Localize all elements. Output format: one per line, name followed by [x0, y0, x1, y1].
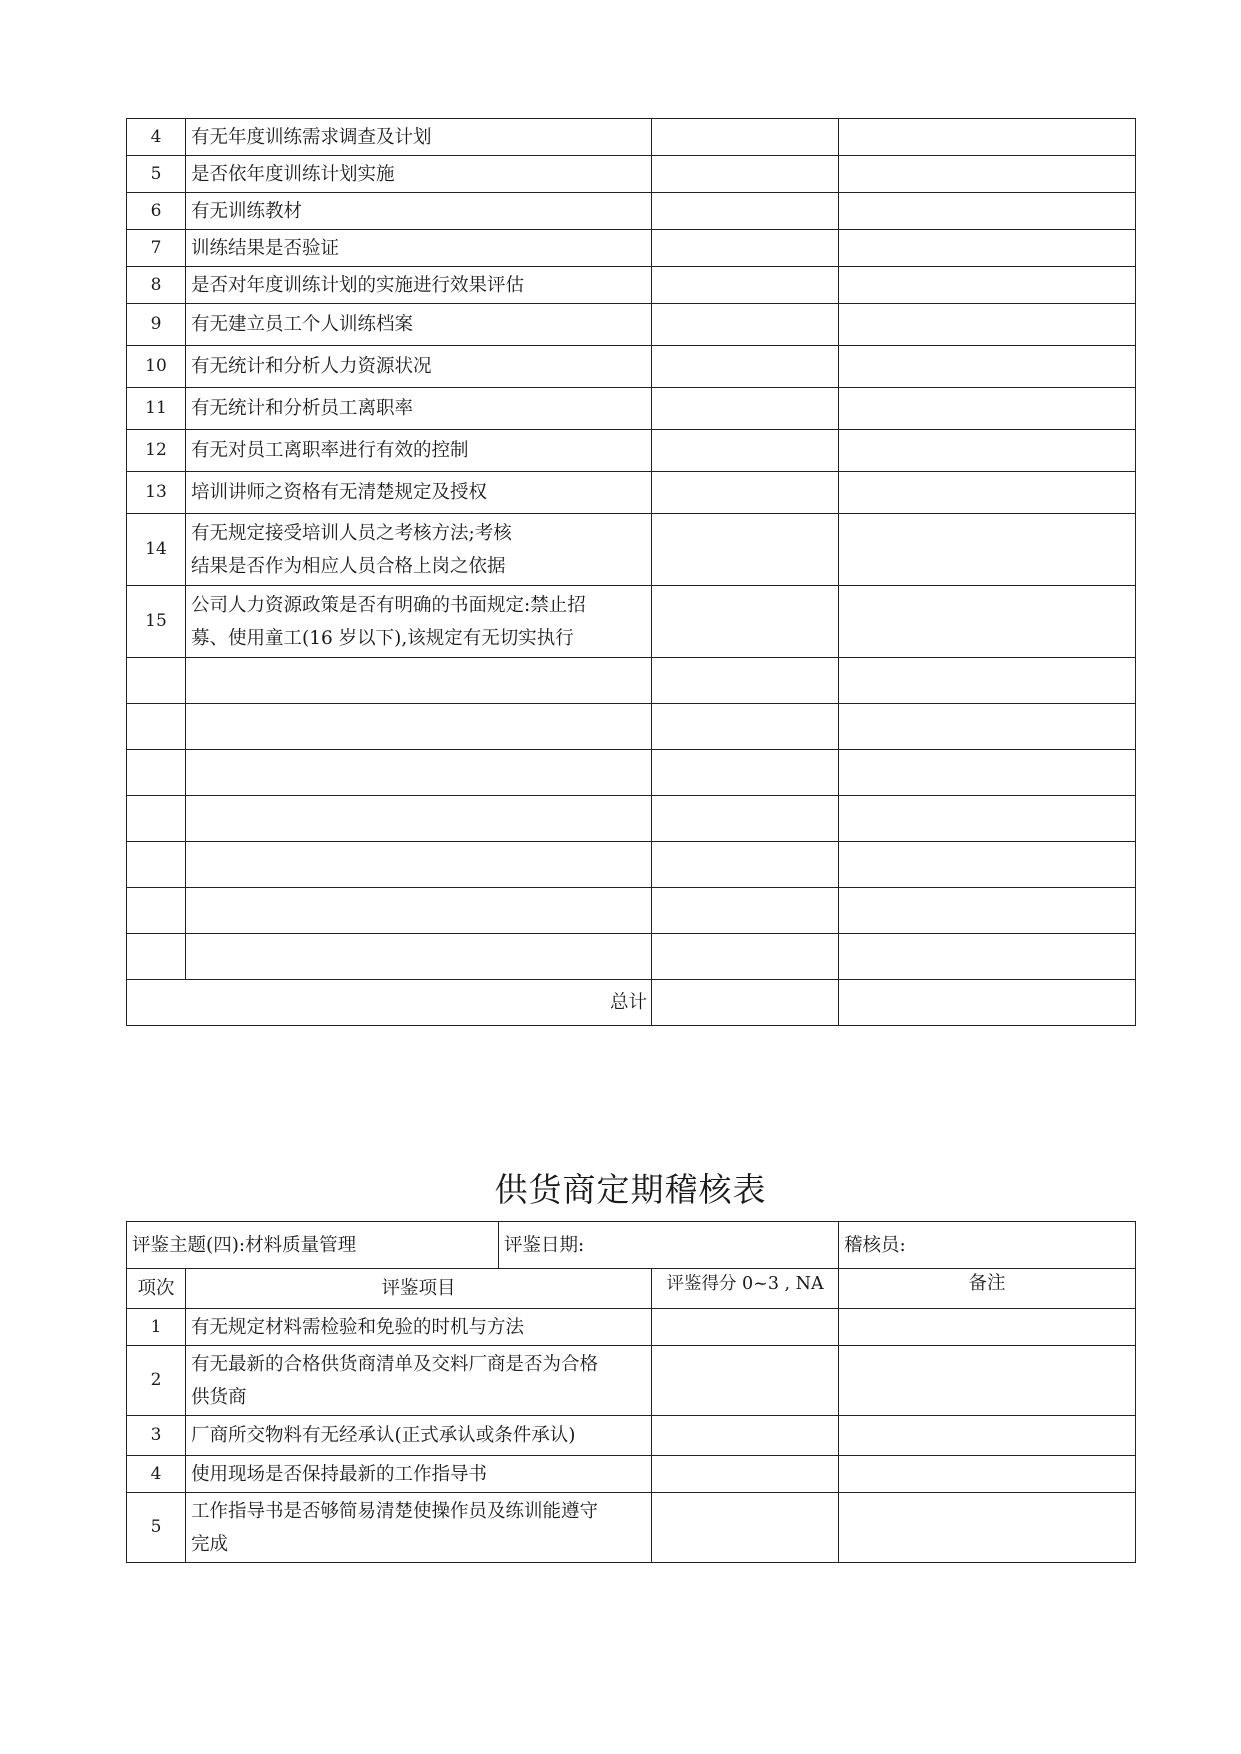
remark-cell[interactable]	[839, 934, 1136, 980]
table-row	[127, 193, 1136, 230]
item-text[interactable]	[186, 704, 652, 750]
table-row	[127, 514, 1136, 586]
item-text	[186, 586, 652, 658]
item-number: 6	[127, 193, 186, 230]
table-row	[127, 1456, 1136, 1493]
item-text	[186, 267, 652, 304]
remark-cell[interactable]	[839, 1309, 1136, 1346]
item-number: 11	[127, 388, 186, 430]
remark-cell[interactable]	[839, 346, 1136, 388]
item-text-line: 是否依年度训练计划实施	[191, 163, 395, 185]
item-number	[127, 796, 186, 842]
remark-cell[interactable]	[839, 267, 1136, 304]
score-cell[interactable]	[652, 1346, 839, 1416]
item-number	[127, 658, 186, 704]
item-text-line: 有无年度训练需求调查及计划	[191, 126, 432, 148]
item-number: 4	[127, 1456, 186, 1493]
item-number: 13	[127, 472, 186, 514]
table-row	[127, 586, 1136, 658]
item-number: 15	[127, 586, 186, 658]
evaluation-subject: 评鉴主题(四):材料质量管理	[127, 1222, 499, 1269]
remark-cell[interactable]	[839, 888, 1136, 934]
table-row	[127, 1309, 1136, 1346]
empty-row	[127, 658, 1136, 704]
score-cell[interactable]	[652, 230, 839, 267]
item-text	[186, 514, 652, 586]
score-cell[interactable]	[652, 796, 839, 842]
table-row	[127, 304, 1136, 346]
score-cell[interactable]	[652, 842, 839, 888]
score-cell[interactable]	[652, 1493, 839, 1563]
remark-cell[interactable]	[839, 119, 1136, 156]
table-row	[127, 472, 1136, 514]
item-number: 7	[127, 230, 186, 267]
remark-cell[interactable]	[839, 842, 1136, 888]
remark-cell[interactable]	[839, 193, 1136, 230]
item-text	[186, 230, 652, 267]
item-text	[186, 388, 652, 430]
remark-cell[interactable]	[839, 472, 1136, 514]
score-cell[interactable]	[652, 304, 839, 346]
item-text-line: 有无规定接受培训人员之考核方法;考核	[191, 522, 512, 544]
item-number: 14	[127, 514, 186, 586]
item-text	[186, 430, 652, 472]
item-text	[186, 472, 652, 514]
item-text-line: 培训讲师之资格有无清楚规定及授权	[191, 482, 488, 503]
score-cell[interactable]	[652, 514, 839, 586]
item-text	[186, 304, 652, 346]
item-number: 12	[127, 430, 186, 472]
item-text	[186, 193, 652, 230]
item-number: 5	[127, 156, 186, 193]
item-text-line: 工作指导书是否够简易清楚使操作员及练训能遵守	[191, 1500, 599, 1522]
item-text-line: 公司人力资源政策是否有明确的书面规定:禁止招	[191, 594, 586, 616]
item-text-line: 是否对年度训练计划的实施进行效果评估	[191, 274, 525, 296]
item-number: 3	[127, 1416, 186, 1456]
item-text	[186, 1493, 652, 1563]
item-number	[127, 704, 186, 750]
score-cell[interactable]	[652, 658, 839, 704]
form-title: 供货商定期稽核表	[494, 1170, 767, 1209]
score-cell[interactable]	[652, 888, 839, 934]
score-cell[interactable]	[652, 1309, 839, 1346]
table-row	[127, 267, 1136, 304]
item-number	[127, 750, 186, 796]
empty-row	[127, 750, 1136, 796]
score-cell[interactable]	[652, 1416, 839, 1456]
score-cell[interactable]	[652, 704, 839, 750]
header-row	[127, 1269, 1136, 1309]
audit-table-continued	[126, 118, 1136, 1026]
item-text-line: 有无最新的合格供货商清单及交料厂商是否为合格	[191, 1353, 599, 1375]
remark-cell[interactable]	[839, 304, 1136, 346]
item-text-line: 募、使用童工(16 岁以下),该规定有无切实执行	[191, 627, 574, 649]
item-number	[127, 842, 186, 888]
empty-row	[127, 934, 1136, 980]
evaluation-date: 评鉴日期:	[499, 1222, 839, 1269]
item-text	[186, 156, 652, 193]
item-text[interactable]	[186, 750, 652, 796]
item-text-line: 训练结果是否验证	[191, 237, 340, 259]
remark-cell[interactable]	[839, 1456, 1136, 1493]
score-cell[interactable]	[652, 586, 839, 658]
score-cell[interactable]	[652, 1456, 839, 1493]
table-row	[127, 1416, 1136, 1456]
item-number: 2	[127, 1346, 186, 1416]
item-text-line: 供货商	[191, 1386, 247, 1408]
item-text-line: 使用现场是否保持最新的工作指导书	[191, 1463, 488, 1485]
item-text-line: 完成	[191, 1533, 229, 1555]
item-text	[186, 1456, 652, 1493]
empty-row	[127, 842, 1136, 888]
item-number: 9	[127, 304, 186, 346]
score-cell[interactable]	[652, 472, 839, 514]
score-cell[interactable]	[652, 934, 839, 980]
item-text	[186, 1416, 652, 1456]
item-number: 8	[127, 267, 186, 304]
item-text	[186, 1309, 652, 1346]
score-cell[interactable]	[652, 193, 839, 230]
remark-cell[interactable]	[839, 1346, 1136, 1416]
item-text	[186, 119, 652, 156]
item-number	[127, 934, 186, 980]
total-score-cell[interactable]	[652, 980, 839, 1026]
item-text-line: 有无对员工离职率进行有效的控制	[191, 440, 469, 461]
table-row	[127, 119, 1136, 156]
remark-cell[interactable]	[839, 704, 1136, 750]
table-row	[127, 1493, 1136, 1563]
total-label: 总计	[127, 980, 652, 1026]
score-cell[interactable]	[652, 430, 839, 472]
item-number: 4	[127, 119, 186, 156]
header-no: 项次	[127, 1269, 186, 1309]
item-text-line: 有无训练教材	[191, 200, 303, 222]
remark-cell[interactable]	[839, 230, 1136, 267]
remark-cell[interactable]	[839, 1493, 1136, 1563]
total-remark-cell[interactable]	[839, 980, 1136, 1026]
item-text[interactable]	[186, 796, 652, 842]
item-text	[186, 1346, 652, 1416]
total-row	[127, 980, 1136, 1026]
remark-cell[interactable]	[839, 388, 1136, 430]
header-item: 评鉴项目	[186, 1269, 652, 1309]
score-cell[interactable]	[652, 388, 839, 430]
item-text[interactable]	[186, 658, 652, 704]
supplier-audit-table	[126, 1221, 1136, 1563]
audit-info-row	[127, 1222, 1136, 1269]
header-score: 评鉴得分 0~3 , NA	[652, 1269, 839, 1309]
remark-cell[interactable]	[839, 1416, 1136, 1456]
table-row	[127, 388, 1136, 430]
item-text-line: 有无规定材料需检验和免验的时机与方法	[191, 1316, 525, 1338]
header-remark: 备注	[839, 1269, 1136, 1309]
score-cell[interactable]	[652, 267, 839, 304]
item-number: 5	[127, 1493, 186, 1563]
empty-row	[127, 704, 1136, 750]
item-text-line: 有无建立员工个人训练档案	[191, 314, 414, 335]
score-cell[interactable]	[652, 156, 839, 193]
item-text-line: 厂商所交物料有无经承认(正式承认或条件承认)	[191, 1425, 576, 1446]
score-cell[interactable]	[652, 750, 839, 796]
item-text	[186, 346, 652, 388]
item-text-line: 结果是否作为相应人员合格上岗之依据	[191, 555, 506, 577]
empty-row	[127, 888, 1136, 934]
remark-cell[interactable]	[839, 156, 1136, 193]
score-cell[interactable]	[652, 346, 839, 388]
table-row	[127, 1346, 1136, 1416]
item-number	[127, 888, 186, 934]
score-cell[interactable]	[652, 119, 839, 156]
table-row	[127, 230, 1136, 267]
remark-cell[interactable]	[839, 796, 1136, 842]
remark-cell[interactable]	[839, 750, 1136, 796]
remark-cell[interactable]	[839, 430, 1136, 472]
item-text[interactable]	[186, 842, 652, 888]
table-row	[127, 156, 1136, 193]
item-text[interactable]	[186, 888, 652, 934]
empty-row	[127, 796, 1136, 842]
remark-cell[interactable]	[839, 514, 1136, 586]
table-row	[127, 346, 1136, 388]
remark-cell[interactable]	[839, 586, 1136, 658]
item-text-line: 有无统计和分析员工离职率	[191, 398, 414, 419]
table-row	[127, 430, 1136, 472]
item-text-line: 有无统计和分析人力资源状况	[191, 356, 432, 377]
item-text[interactable]	[186, 934, 652, 980]
auditor-field: 稽核员:	[839, 1222, 1136, 1269]
remark-cell[interactable]	[839, 658, 1136, 704]
item-number: 10	[127, 346, 186, 388]
item-number: 1	[127, 1309, 186, 1346]
